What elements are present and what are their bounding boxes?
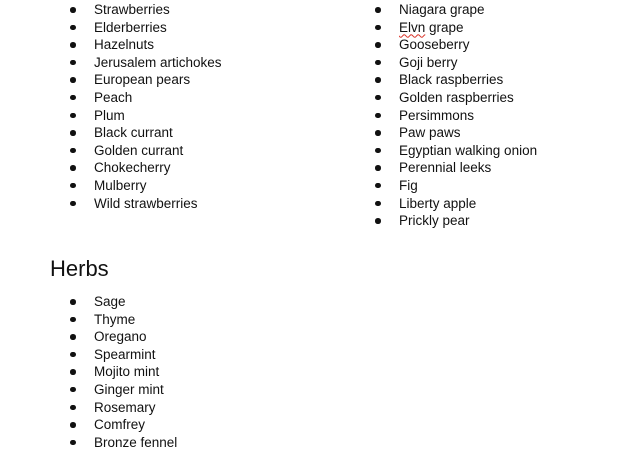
list-item-text: grape — [425, 19, 464, 35]
list-item: Mojito mint — [70, 363, 177, 381]
list-item: Elderberries — [70, 19, 222, 37]
list-item: Ginger mint — [70, 381, 177, 399]
list-item: Peach — [70, 89, 222, 107]
list-item: Goji berry — [375, 54, 537, 72]
list-item: Wild strawberries — [70, 195, 222, 213]
fruit-list-right-column — [375, 1, 537, 230]
list-item: Liberty apple — [375, 195, 537, 213]
list-item: Gooseberry — [375, 36, 537, 54]
list-item: European pears — [70, 71, 222, 89]
list-item: Golden raspberries — [375, 89, 537, 107]
list-item: Golden currant — [70, 142, 222, 160]
list-item: Oregano — [70, 328, 177, 346]
list-item: Plum — [70, 107, 222, 125]
list-item: Rosemary — [70, 399, 177, 417]
list-item: Egyptian walking onion — [375, 142, 537, 160]
fruit-list-left-column — [70, 1, 222, 212]
list-item: Niagara grape — [375, 1, 537, 19]
list-item: Strawberries — [70, 1, 222, 19]
list-item: Jerusalem artichokes — [70, 54, 222, 72]
list-item: Sage — [70, 293, 177, 311]
list-item-elvn-grape — [375, 19, 537, 37]
list-item: Prickly pear — [375, 212, 537, 230]
list-item: Comfrey — [70, 416, 177, 434]
list-item: Mulberry — [70, 177, 222, 195]
list-item: Chokecherry — [70, 159, 222, 177]
list-item: Persimmons — [375, 107, 537, 125]
list-item: Hazelnuts — [70, 36, 222, 54]
list-item: Black raspberries — [375, 71, 537, 89]
list-item: Black currant — [70, 124, 222, 142]
list-item: Fig — [375, 177, 537, 195]
herb-list — [70, 293, 177, 451]
list-item: Paw paws — [375, 124, 537, 142]
list-item: Spearmint — [70, 346, 177, 364]
spellcheck-flagged-word[interactable]: Elvn — [399, 19, 426, 35]
list-item: Perennial leeks — [375, 159, 537, 177]
list-item: Thyme — [70, 311, 177, 329]
list-item: Bronze fennel — [70, 434, 177, 452]
herbs-heading: Herbs — [50, 256, 109, 281]
